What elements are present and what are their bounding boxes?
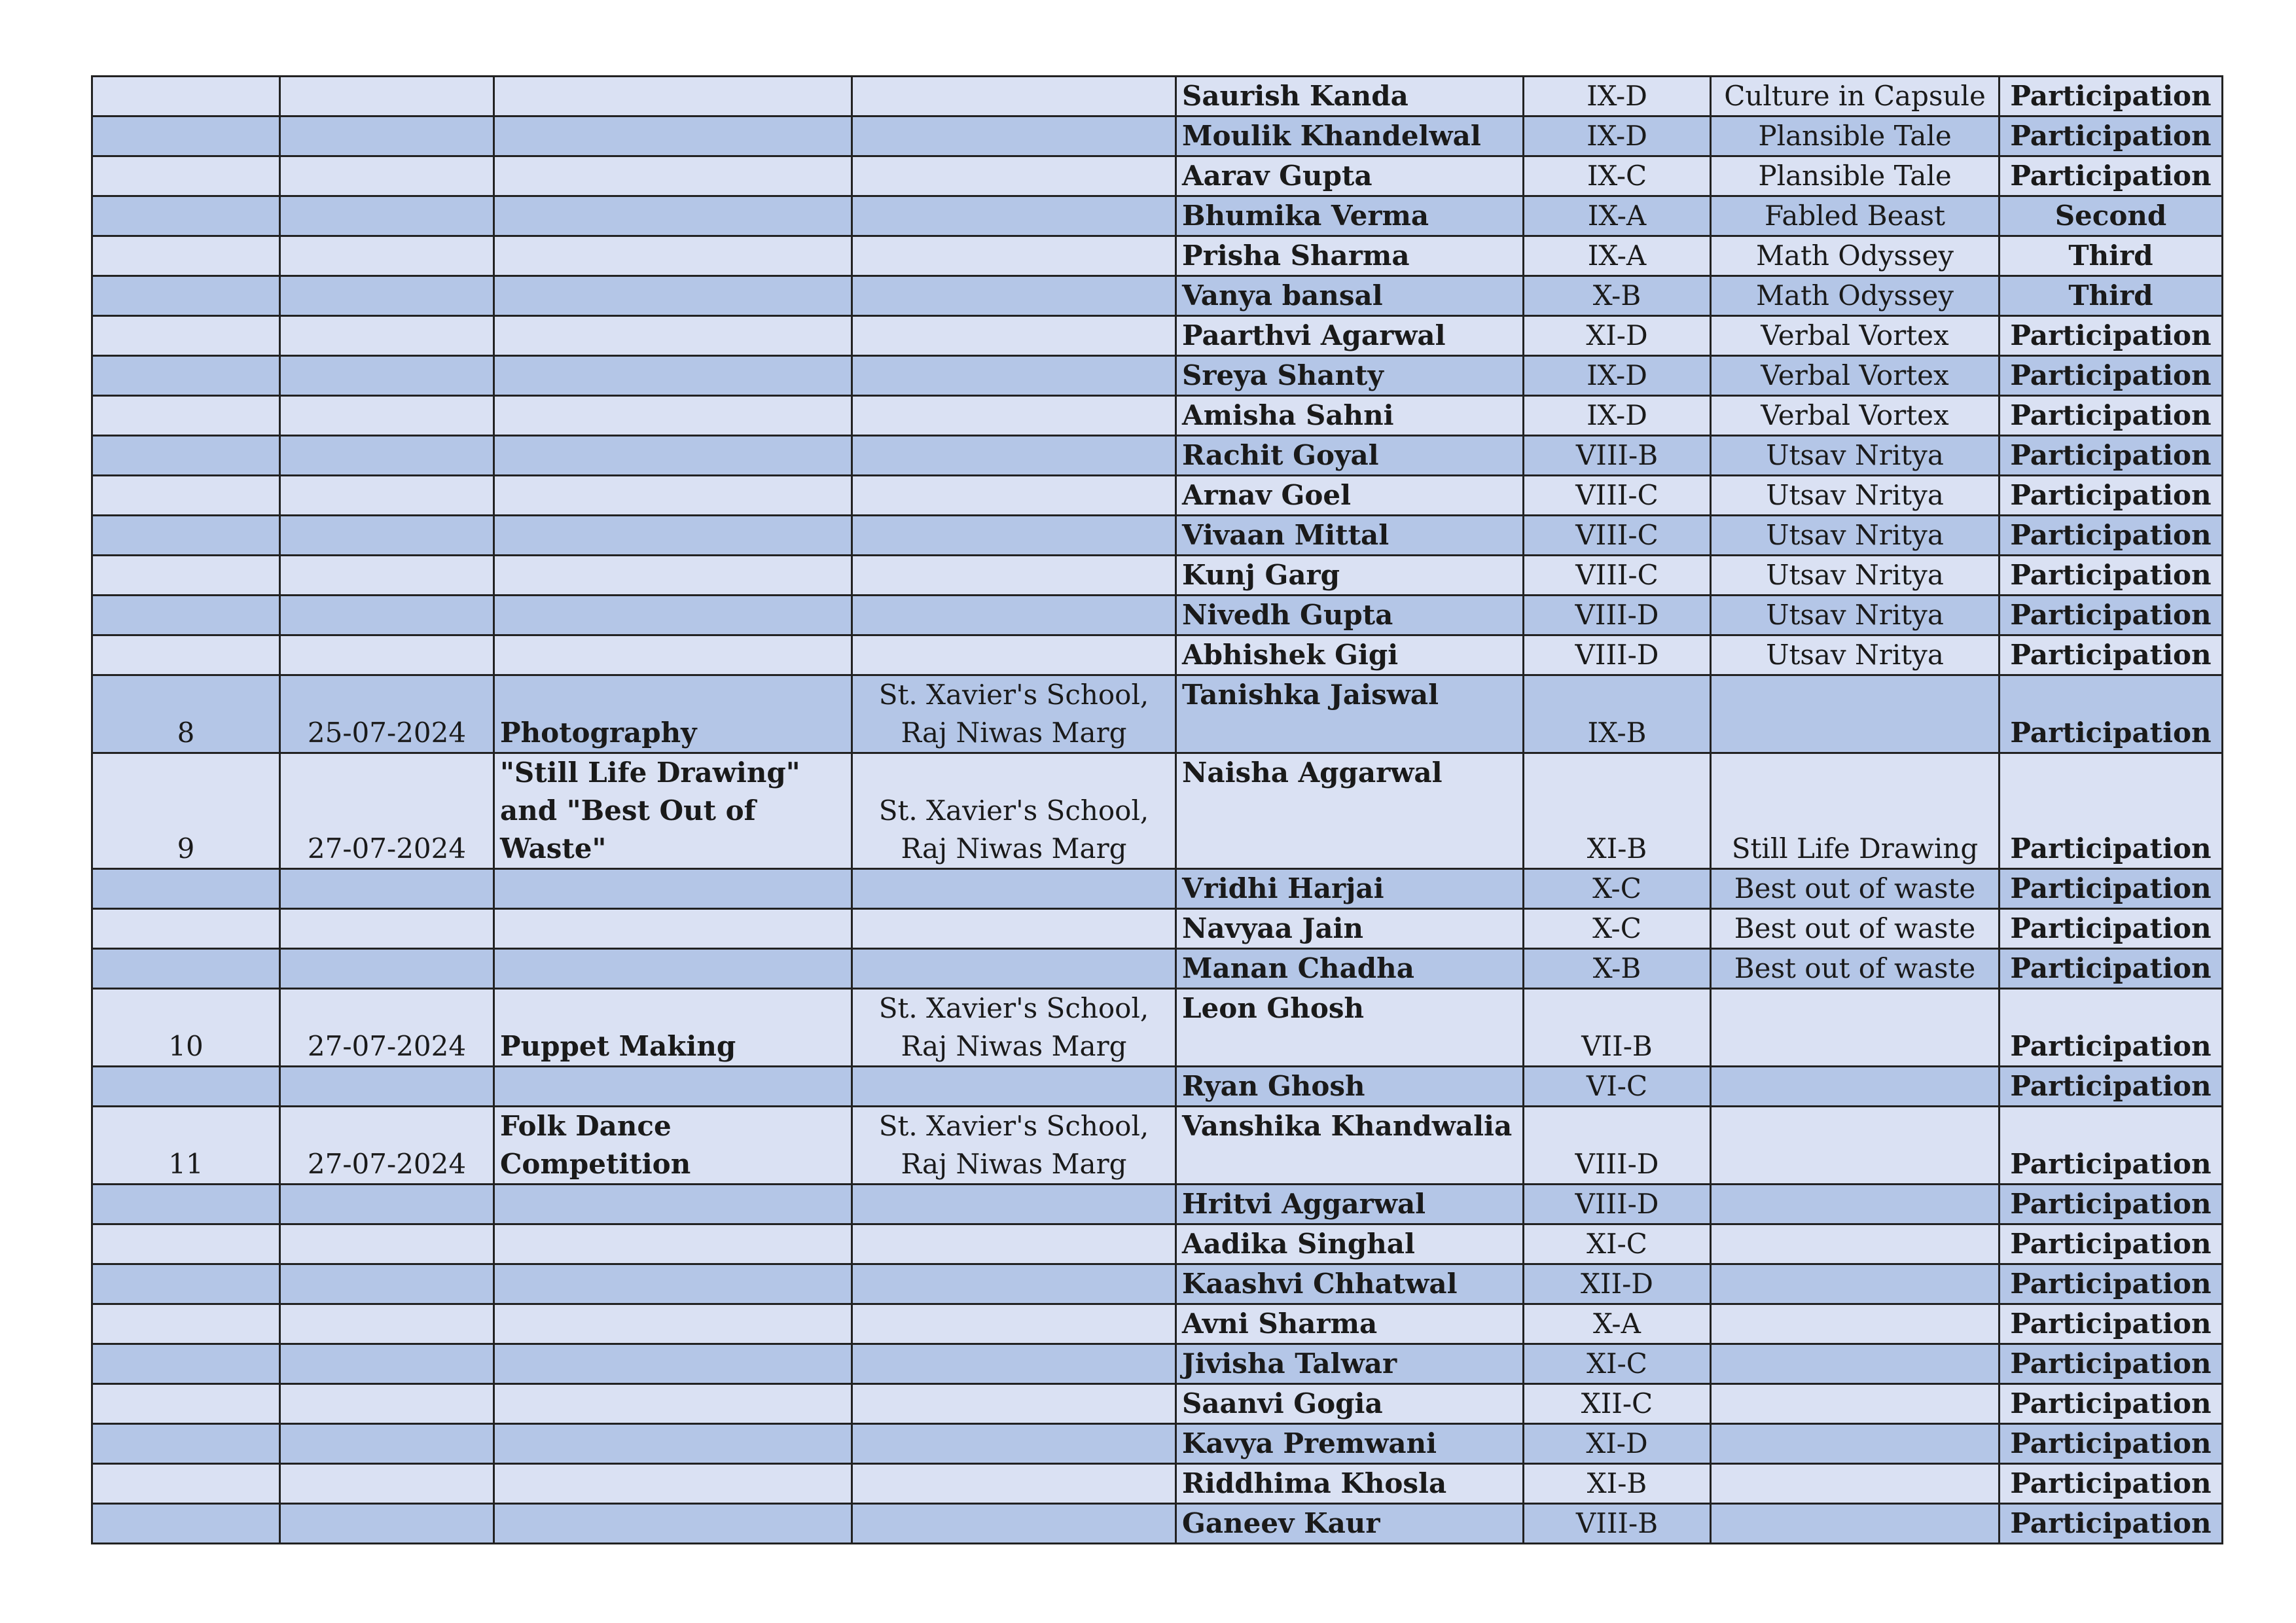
event-cell [494,596,852,635]
class-cell: IX-D [1524,116,1711,156]
date-cell [280,596,494,635]
category-cell: Utsav Nritya [1711,516,2000,556]
table-row [92,869,2223,909]
date-cell [280,909,494,949]
category-cell: Plansible Tale [1711,156,2000,196]
date-cell [280,1504,494,1544]
position-cell: Participation [2000,436,2223,476]
table-row [92,1224,2223,1264]
student-name-cell: Amisha Sahni [1176,396,1524,436]
venue-cell [852,1424,1176,1464]
date-cell: 27-07-2024 [280,753,494,869]
serial-number-cell [92,77,280,116]
venue-cell [852,276,1176,316]
date-cell [280,236,494,276]
student-name-cell: Riddhima Khosla [1176,1464,1524,1504]
table-row [92,1504,2223,1544]
date-cell [280,1067,494,1107]
venue-cell [852,236,1176,276]
table-row [92,989,2223,1067]
position-cell: Participation [2000,1504,2223,1544]
category-cell: Utsav Nritya [1711,596,2000,635]
venue-cell [852,1464,1176,1504]
student-name-cell: Rachit Goyal [1176,436,1524,476]
date-cell [280,396,494,436]
venue-cell [852,1384,1176,1424]
serial-number-cell [92,1384,280,1424]
event-cell [494,77,852,116]
category-cell: Verbal Vortex [1711,396,2000,436]
venue-cell [852,516,1176,556]
serial-number-cell: 11 [92,1107,280,1185]
venue-cell [852,949,1176,989]
student-name-cell: Kaashvi Chhatwal [1176,1264,1524,1304]
class-cell: XI-C [1524,1344,1711,1384]
serial-number-cell [92,116,280,156]
serial-number-cell [92,635,280,675]
category-cell [1711,1464,2000,1504]
position-cell: Participation [2000,1264,2223,1304]
student-name-cell: Vridhi Harjai [1176,869,1524,909]
table-row [92,753,2223,869]
position-cell: Participation [2000,675,2223,753]
date-cell [280,1185,494,1224]
table-row [92,1067,2223,1107]
event-cell [494,1464,852,1504]
position-cell: Third [2000,276,2223,316]
table-row [92,1185,2223,1224]
serial-number-cell [92,556,280,596]
serial-number-cell [92,1067,280,1107]
date-cell [280,276,494,316]
date-cell [280,949,494,989]
table-row [92,476,2223,516]
serial-number-cell [92,1304,280,1344]
student-name-cell: Avni Sharma [1176,1304,1524,1344]
venue-cell [852,1504,1176,1544]
serial-number-cell [92,276,280,316]
serial-number-cell [92,436,280,476]
class-cell: X-C [1524,869,1711,909]
serial-number-cell [92,1504,280,1544]
table-row [92,156,2223,196]
student-name-cell: Aarav Gupta [1176,156,1524,196]
serial-number-cell [92,1344,280,1384]
category-cell: Utsav Nritya [1711,436,2000,476]
venue-cell [852,156,1176,196]
venue-cell [852,869,1176,909]
table-row [92,436,2223,476]
student-name-cell: Prisha Sharma [1176,236,1524,276]
event-cell [494,156,852,196]
serial-number-cell: 9 [92,753,280,869]
position-cell: Participation [2000,1107,2223,1185]
class-cell: IX-B [1524,675,1711,753]
position-cell: Participation [2000,1224,2223,1264]
date-cell: 27-07-2024 [280,1107,494,1185]
position-cell: Participation [2000,989,2223,1067]
student-name-cell: Abhishek Gigi [1176,635,1524,675]
class-cell: VIII-B [1524,1504,1711,1544]
student-name-cell: Naisha Aggarwal [1176,753,1524,869]
position-cell: Participation [2000,316,2223,356]
table-row [92,356,2223,396]
date-cell [280,556,494,596]
event-cell: "Still Life Drawing" and "Best Out of Waste" [494,753,852,869]
table-row [92,396,2223,436]
student-name-cell: Vanshika Khandwalia [1176,1107,1524,1185]
position-cell: Participation [2000,396,2223,436]
position-cell: Participation [2000,356,2223,396]
class-cell: VIII-D [1524,596,1711,635]
class-cell: IX-C [1524,156,1711,196]
class-cell: IX-A [1524,236,1711,276]
position-cell: Participation [2000,1185,2223,1224]
position-cell: Second [2000,196,2223,236]
serial-number-cell: 10 [92,989,280,1067]
class-cell: IX-D [1524,396,1711,436]
student-name-cell: Arnav Goel [1176,476,1524,516]
position-cell: Participation [2000,753,2223,869]
category-cell [1711,1224,2000,1264]
table-row [92,1304,2223,1344]
position-cell: Third [2000,236,2223,276]
serial-number-cell [92,1224,280,1264]
category-cell: Utsav Nritya [1711,476,2000,516]
serial-number-cell [92,1424,280,1464]
event-cell [494,236,852,276]
venue-cell [852,356,1176,396]
student-name-cell: Ganeev Kaur [1176,1504,1524,1544]
venue-cell: St. Xavier's School, Raj Niwas Marg [852,1107,1176,1185]
venue-cell [852,1185,1176,1224]
table-row [92,1464,2223,1504]
event-cell [494,556,852,596]
position-cell: Participation [2000,1067,2223,1107]
class-cell: VII-B [1524,989,1711,1067]
serial-number-cell [92,356,280,396]
category-cell: Best out of waste [1711,949,2000,989]
category-cell: Culture in Capsule [1711,77,2000,116]
venue-cell [852,436,1176,476]
event-cell [494,635,852,675]
date-cell [280,116,494,156]
venue-cell [852,77,1176,116]
date-cell [280,1424,494,1464]
venue-cell: St. Xavier's School, Raj Niwas Marg [852,753,1176,869]
table-row [92,1107,2223,1185]
student-name-cell: Kavya Premwani [1176,1424,1524,1464]
serial-number-cell: 8 [92,675,280,753]
event-cell [494,1424,852,1464]
serial-number-cell [92,1264,280,1304]
position-cell: Participation [2000,1384,2223,1424]
student-name-cell: Paarthvi Agarwal [1176,316,1524,356]
date-cell [280,156,494,196]
class-cell: X-C [1524,909,1711,949]
table-row [92,276,2223,316]
serial-number-cell [92,949,280,989]
table-row [92,1384,2223,1424]
date-cell [280,316,494,356]
student-name-cell: Saanvi Gogia [1176,1384,1524,1424]
venue-cell [852,1344,1176,1384]
table-row [92,1264,2223,1304]
class-cell: XII-C [1524,1384,1711,1424]
venue-cell [852,1264,1176,1304]
date-cell [280,1464,494,1504]
position-cell: Participation [2000,635,2223,675]
event-cell [494,1504,852,1544]
date-cell [280,635,494,675]
position-cell: Participation [2000,909,2223,949]
table-row [92,596,2223,635]
event-cell [494,436,852,476]
student-name-cell: Ryan Ghosh [1176,1067,1524,1107]
date-cell: 27-07-2024 [280,989,494,1067]
category-cell: Math Odyssey [1711,276,2000,316]
student-name-cell: Jivisha Talwar [1176,1344,1524,1384]
venue-cell [852,196,1176,236]
category-cell: Math Odyssey [1711,236,2000,276]
date-cell [280,476,494,516]
category-cell: Still Life Drawing [1711,753,2000,869]
category-cell [1711,1304,2000,1344]
serial-number-cell [92,396,280,436]
student-name-cell: Hritvi Aggarwal [1176,1185,1524,1224]
venue-cell: St. Xavier's School, Raj Niwas Marg [852,989,1176,1067]
date-cell [280,516,494,556]
event-cell [494,196,852,236]
class-cell: VIII-C [1524,516,1711,556]
venue-cell [852,396,1176,436]
category-cell [1711,1067,2000,1107]
student-name-cell: Kunj Garg [1176,556,1524,596]
date-cell [280,356,494,396]
table-row [92,77,2223,116]
event-cell [494,476,852,516]
venue-cell [852,476,1176,516]
position-cell: Participation [2000,116,2223,156]
position-cell: Participation [2000,556,2223,596]
date-cell [280,1344,494,1384]
class-cell: X-B [1524,949,1711,989]
event-cell [494,396,852,436]
venue-cell [852,1224,1176,1264]
serial-number-cell [92,316,280,356]
student-name-cell: Navyaa Jain [1176,909,1524,949]
venue-cell [852,116,1176,156]
table-row [92,316,2223,356]
serial-number-cell [92,596,280,635]
table-row [92,1424,2223,1464]
venue-cell [852,635,1176,675]
serial-number-cell [92,236,280,276]
serial-number-cell [92,156,280,196]
event-cell: Folk Dance Competition [494,1107,852,1185]
class-cell: IX-D [1524,77,1711,116]
event-cell [494,276,852,316]
category-cell [1711,1504,2000,1544]
venue-cell: St. Xavier's School, Raj Niwas Marg [852,675,1176,753]
serial-number-cell [92,476,280,516]
category-cell: Best out of waste [1711,909,2000,949]
event-cell [494,356,852,396]
table-row [92,1344,2223,1384]
event-cell [494,1264,852,1304]
serial-number-cell [92,1185,280,1224]
venue-cell [852,556,1176,596]
student-name-cell: Vanya bansal [1176,276,1524,316]
venue-cell [852,596,1176,635]
student-name-cell: Tanishka Jaiswal [1176,675,1524,753]
position-cell: Participation [2000,1344,2223,1384]
category-cell: Utsav Nritya [1711,635,2000,675]
student-name-cell: Aadika Singhal [1176,1224,1524,1264]
student-name-cell: Nivedh Gupta [1176,596,1524,635]
class-cell: X-A [1524,1304,1711,1344]
position-cell: Participation [2000,1304,2223,1344]
category-cell: Plansible Tale [1711,116,2000,156]
table-row [92,909,2223,949]
category-cell [1711,1344,2000,1384]
event-cell [494,869,852,909]
event-cell [494,1067,852,1107]
student-name-cell: Vivaan Mittal [1176,516,1524,556]
class-cell: VI-C [1524,1067,1711,1107]
student-name-cell: Sreya Shanty [1176,356,1524,396]
category-cell: Fabled Beast [1711,196,2000,236]
participation-table [91,75,2223,1544]
student-name-cell: Leon Ghosh [1176,989,1524,1067]
category-cell [1711,1424,2000,1464]
table-row [92,196,2223,236]
class-cell: XI-B [1524,753,1711,869]
venue-cell [852,316,1176,356]
category-cell [1711,1264,2000,1304]
category-cell: Verbal Vortex [1711,356,2000,396]
class-cell: VIII-D [1524,1185,1711,1224]
class-cell: VIII-B [1524,436,1711,476]
position-cell: Participation [2000,1464,2223,1504]
serial-number-cell [92,516,280,556]
class-cell: XI-C [1524,1224,1711,1264]
date-cell [280,1384,494,1424]
student-name-cell: Saurish Kanda [1176,77,1524,116]
class-cell: XI-B [1524,1464,1711,1504]
event-cell [494,949,852,989]
class-cell: IX-D [1524,356,1711,396]
event-cell [494,1185,852,1224]
student-name-cell: Bhumika Verma [1176,196,1524,236]
position-cell: Participation [2000,156,2223,196]
event-cell [494,1384,852,1424]
position-cell: Participation [2000,476,2223,516]
table-row [92,675,2223,753]
class-cell: XI-D [1524,316,1711,356]
category-cell [1711,1107,2000,1185]
table-row [92,516,2223,556]
serial-number-cell [92,909,280,949]
category-cell: Utsav Nritya [1711,556,2000,596]
position-cell: Participation [2000,596,2223,635]
category-cell [1711,1185,2000,1224]
event-cell: Puppet Making [494,989,852,1067]
date-cell [280,1224,494,1264]
event-cell [494,1344,852,1384]
category-cell: Verbal Vortex [1711,316,2000,356]
category-cell [1711,675,2000,753]
date-cell [280,1264,494,1304]
table-row [92,949,2223,989]
event-cell [494,1224,852,1264]
position-cell: Participation [2000,949,2223,989]
event-cell [494,909,852,949]
date-cell [280,1304,494,1344]
class-cell: XII-D [1524,1264,1711,1304]
venue-cell [852,1067,1176,1107]
class-cell: VIII-D [1524,1107,1711,1185]
event-cell [494,1304,852,1344]
class-cell: X-B [1524,276,1711,316]
serial-number-cell [92,196,280,236]
student-name-cell: Moulik Khandelwal [1176,116,1524,156]
class-cell: VIII-D [1524,635,1711,675]
position-cell: Participation [2000,77,2223,116]
event-cell: Photography [494,675,852,753]
position-cell: Participation [2000,1424,2223,1464]
position-cell: Participation [2000,869,2223,909]
class-cell: VIII-C [1524,476,1711,516]
table-row [92,556,2223,596]
serial-number-cell [92,869,280,909]
table-row [92,635,2223,675]
class-cell: IX-A [1524,196,1711,236]
table-row [92,116,2223,156]
category-cell [1711,989,2000,1067]
date-cell [280,436,494,476]
class-cell: VIII-C [1524,556,1711,596]
date-cell: 25-07-2024 [280,675,494,753]
serial-number-cell [92,1464,280,1504]
date-cell [280,196,494,236]
position-cell: Participation [2000,516,2223,556]
event-cell [494,516,852,556]
venue-cell [852,909,1176,949]
category-cell: Best out of waste [1711,869,2000,909]
class-cell: XI-D [1524,1424,1711,1464]
date-cell [280,869,494,909]
date-cell [280,77,494,116]
event-cell [494,316,852,356]
student-name-cell: Manan Chadha [1176,949,1524,989]
category-cell [1711,1384,2000,1424]
venue-cell [852,1304,1176,1344]
table-row [92,236,2223,276]
event-cell [494,116,852,156]
